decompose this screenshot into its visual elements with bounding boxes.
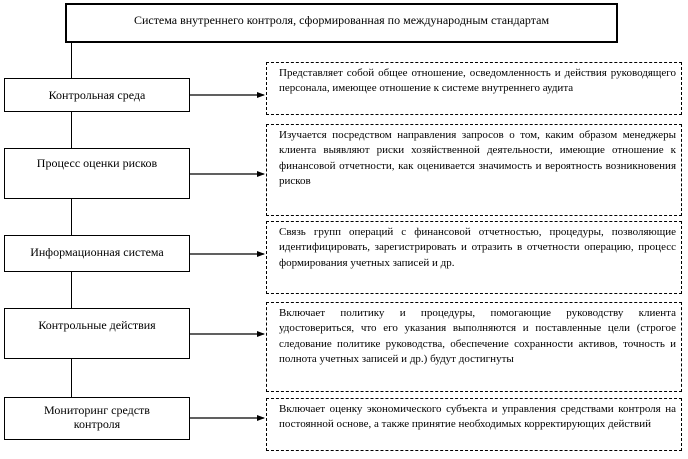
component-information-system: Информационная система [4, 235, 190, 272]
component-monitoring: Мониторинг средств контроля [4, 397, 190, 440]
description-risk-assessment: Изучается посредством направления запросов о том, каким образом менеджеры клиента выявляют риски хозяйственной деятельности, имеющие отношение к финансовой отчетности, как оценивается значимость и вероятность возникновения рисков [266, 124, 682, 216]
description-control-environment: Представляет собой общее отношение, осведомленность и действия руководящего персонала, имеющее отношение к системе внутреннего аудита [266, 62, 682, 115]
component-control-activities: Контрольные действия [4, 308, 190, 359]
description-information-system: Связь групп операций с финансовой отчетностью, процедуры, позволяющие идентифицировать, зарегистрировать и отразить в отчетности операцию, процесс формирования учетных записей и др. [266, 221, 682, 294]
component-control-environment: Контрольная среда [4, 78, 190, 112]
diagram-title: Система внутреннего контроля, сформированная по международным стандартам [65, 3, 618, 43]
component-risk-assessment: Процесс оценки рисков [4, 148, 190, 199]
description-monitoring: Включает оценку экономического субъекта и управления средствами контроля на постоянной основе, а также принятие необходимых корректирующих действий [266, 398, 682, 451]
description-control-activities: Включает политику и процедуры, помогающие руководству клиента удостовериться, что его указания выполняются и поставленные цели (строгое следование политике руководства, обеспечение сохранности активов, точность и полнота учетных записей и др.) будут достигнуты [266, 302, 682, 392]
